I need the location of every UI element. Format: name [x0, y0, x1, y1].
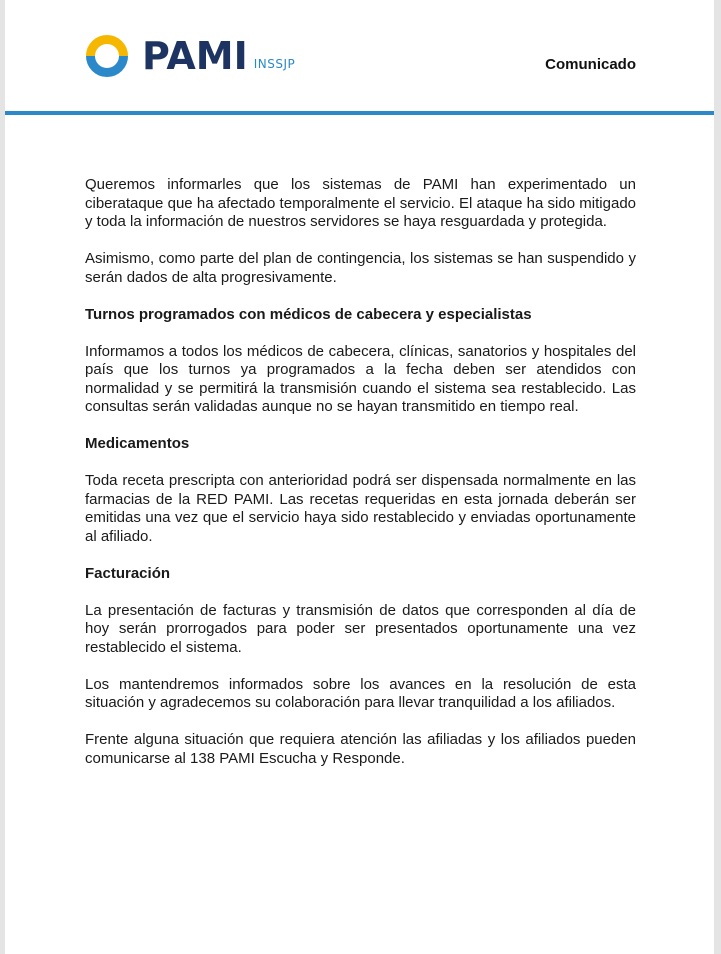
heading-facturacion: Facturación — [85, 564, 171, 582]
pami-logo — [85, 34, 295, 78]
logo-subtext: INSSJP — [253, 57, 296, 71]
document-body — [85, 176, 636, 787]
heading-medicamentos: Medicamentos — [85, 435, 190, 452]
paragraph-updates: Los mantendremos informados sobre los avances en la resolución de esta situación y agradecemos su colaboración para llevar tranquilidad a los afiliados. — [85, 675, 636, 711]
document-page — [5, 0, 714, 954]
logo-wordmark: PAMI — [142, 34, 248, 78]
heading-turnos: Turnos programados con médicos de cabecera y especialistas — [85, 305, 532, 323]
pami-logo-icon — [85, 34, 129, 78]
paragraph-contingency: Asimismo, como parte del plan de contingencia, los sistemas se han suspendido y serán dados de alta progresivamente. — [85, 250, 636, 286]
paragraph-facturacion: La presentación de facturas y transmisión de datos que corresponden al día de hoy serán prorrogados para poder ser presentados oportunamente una vez restablecido el sistema. — [85, 601, 636, 656]
paragraph-contact: Frente alguna situación que requiera atención las afiliadas y los afiliados pueden comunicarse al 138 PAMI Escucha y Responde. — [85, 731, 636, 767]
paragraph-turnos: Informamos a todos los médicos de cabecera, clínicas, sanatorios y hospitales del país que los turnos ya programados a la fecha deben ser atendidos con normalidad y se permitirá la transmisión cuando el sistema sea restablecido. Las consultas serán validadas aunque no se hayan transmitido en tiempo real. — [85, 342, 636, 415]
paragraph-medicamentos: Toda receta prescripta con anterioridad podrá ser dispensada normalmente en las farmacias de la RED PAMI. Las recetas requeridas en esta jornada deberán ser emitidas una vez que el servicio haya sido restablecido y enviadas oportunamente al afiliado. — [85, 472, 636, 545]
paragraph-intro: Queremos informarles que los sistemas de PAMI han experimentado un ciberataque que ha afectado temporalmente el servicio. El ataque ha sido mitigado y toda la información de nuestros servidores se haya resguardada y protegida. — [85, 176, 636, 230]
document-type-label: Comunicado — [545, 56, 636, 73]
header-divider — [5, 111, 714, 115]
